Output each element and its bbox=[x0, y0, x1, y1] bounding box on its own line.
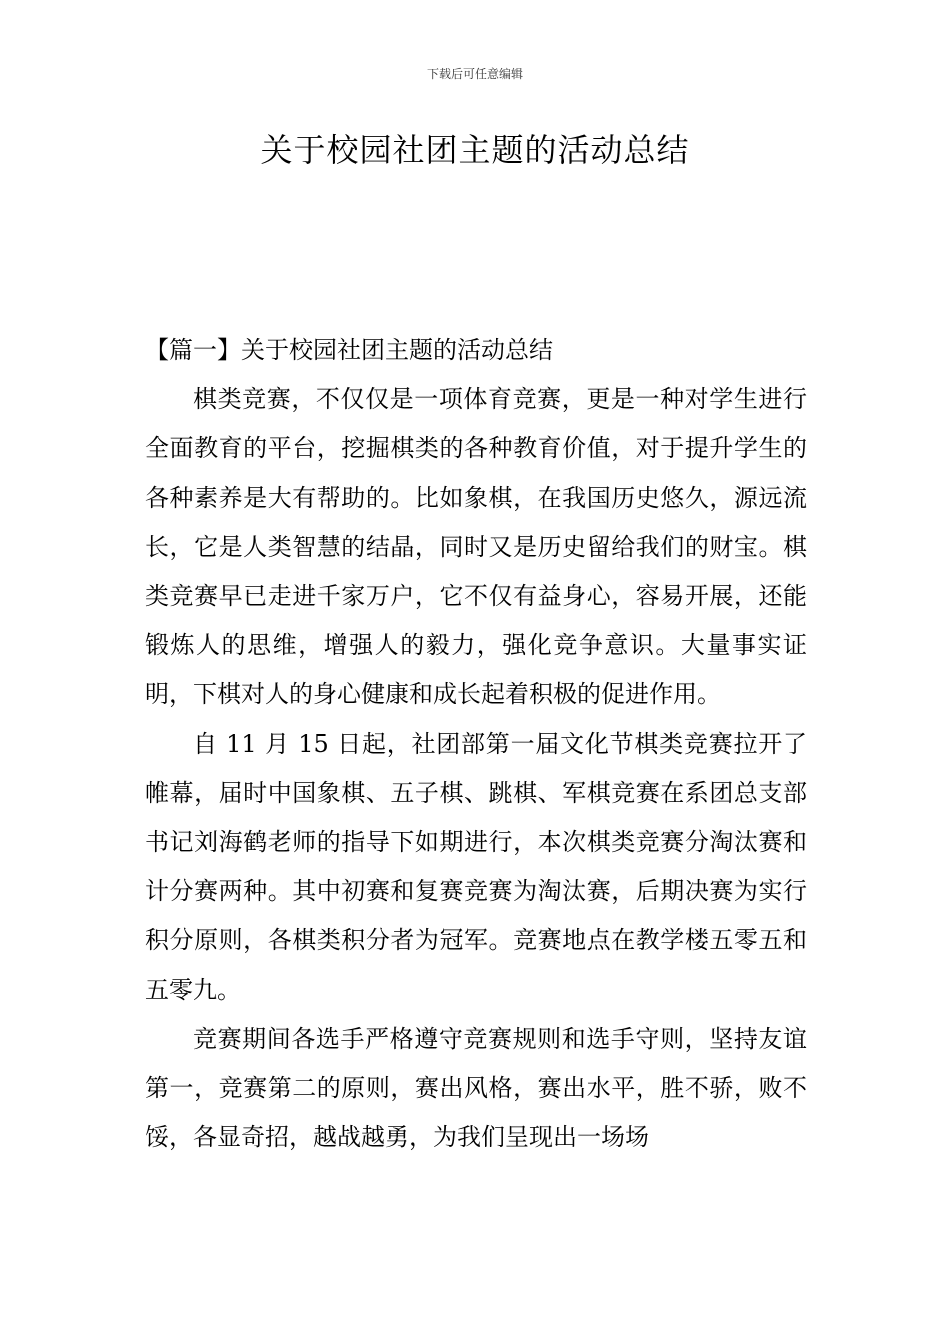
paragraph: 棋类竞赛，不仅仅是一项体育竞赛，更是一种对学生进行全面教育的平台，挖掘棋类的各种教育价值，对于提升学生的各种素养是大有帮助的。比如象棋，在我国历史悠久，源远流长，它是人类智慧的结晶，同时又是历史留给我们的财宝。棋类竞赛早已走进千家万户，它不仅有益身心，容易开展，还能锻炼人的思维，增强人的毅力，强化竞争意识。大量事实证明，下棋对人的身心健康和成长起着积极的促进作用。 bbox=[145, 385, 807, 709]
paragraph: 自 11 月 15 日起，社团部第一届文化节棋类竞赛拉开了帷幕，届时中国象棋、五子棋、跳棋、军棋竞赛在系团总支部书记刘海鹤老师的指导下如期进行，本次棋类竞赛分淘汰赛和计分赛两种。其中初赛和复赛竞赛为淘汰赛，后期决赛为实行积分原则，各棋类积分者为冠军。竞赛地点在教学楼五零五和五零九。 bbox=[145, 729, 807, 1004]
header-note: 下载后可任意编辑 bbox=[426, 67, 523, 81]
document-body bbox=[145, 326, 807, 1162]
document-title: 关于校园社团主题的活动总结 bbox=[260, 131, 690, 169]
paragraph: 竞赛期间各选手严格遵守竞赛规则和选手守则，坚持友谊第一，竞赛第二的原则，赛出风格，赛出水平，胜不骄，败不馁，各显奇招，越战越勇，为我们呈现出一场场 bbox=[145, 1024, 807, 1152]
section-heading: 【篇一】关于校园社团主题的活动总结 bbox=[145, 336, 553, 364]
